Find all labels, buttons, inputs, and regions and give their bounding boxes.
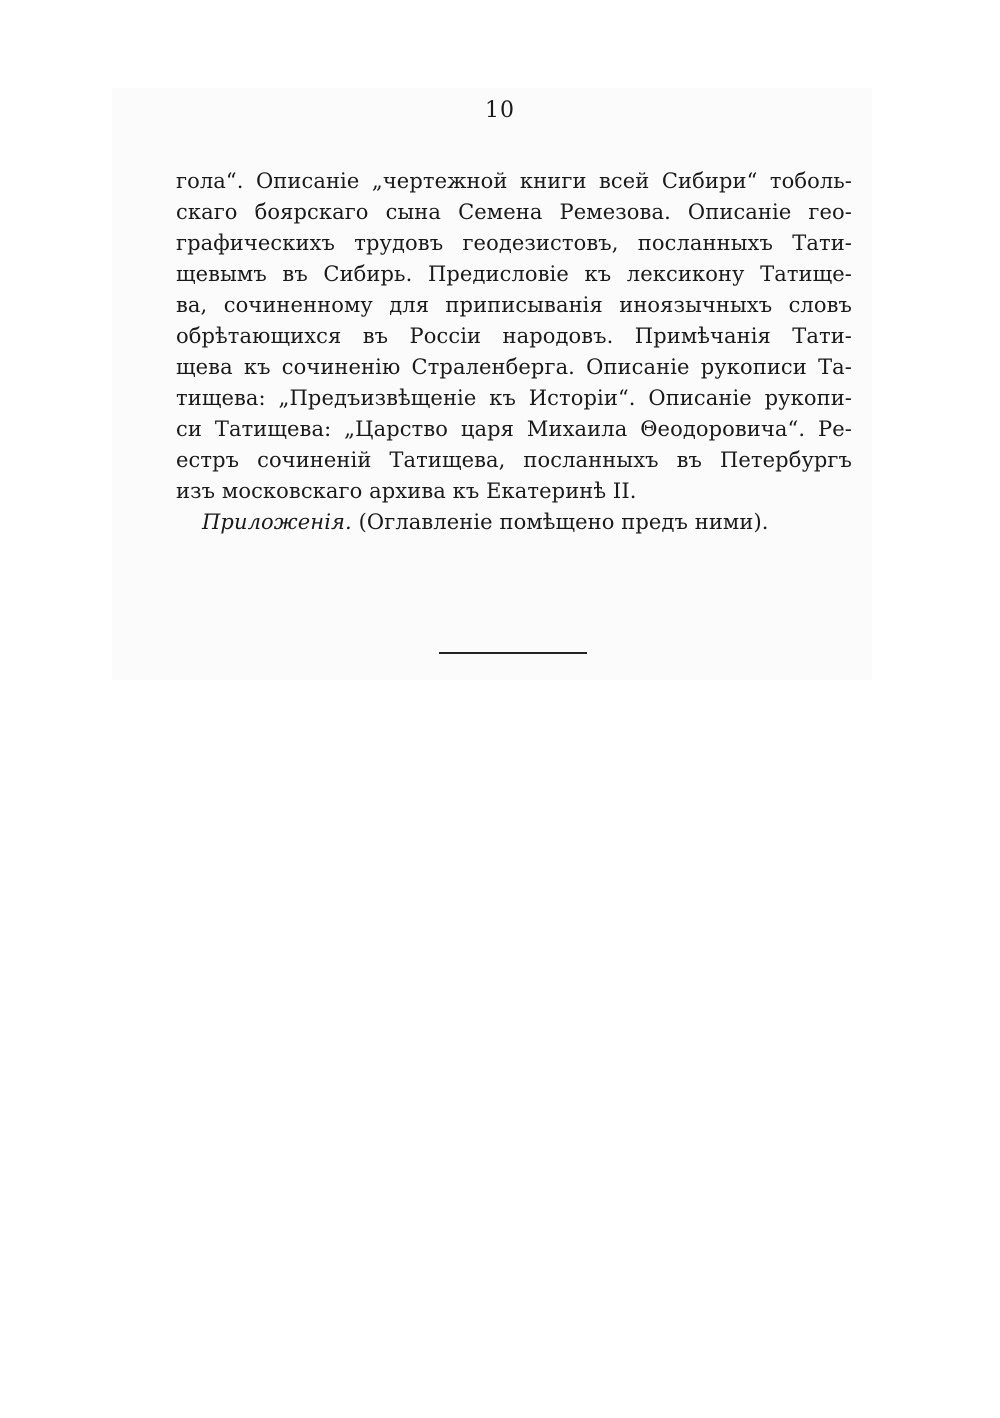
text-line: гола“. Описанiе „чертежной книги всей Сибири“ тоболь- — [176, 169, 852, 193]
text-line: графическихъ трудовъ геодезистовъ, посланныхъ Тати- — [176, 231, 852, 255]
text-line: щевымъ въ Сибирь. Предисловiе къ лексикону Татище- — [176, 262, 852, 286]
text-line: тищева: „Предъизвѣщенiе къ Исторiи“. Описанiе рукопи- — [176, 386, 852, 410]
appendix-text: (Оглавленiе помѣщено предъ ними). — [358, 510, 769, 534]
text-line: обрѣтающихся въ Россiи народовъ. Примѣчанiя Тати- — [176, 324, 852, 348]
text-line: щева къ сочиненiю Страленберга. Описанiе рукописи Та- — [176, 355, 852, 379]
appendix-line — [176, 507, 852, 538]
text-line: естръ сочиненiй Татищева, посланныхъ въ Петербургъ — [176, 448, 852, 472]
text-line: си Татищева: „Царство царя Михаила Θеодоровича“. Ре- — [176, 417, 852, 441]
end-rule — [439, 652, 587, 654]
text-line: скаго боярскаго сына Семена Ремезова. Описанiе гео- — [176, 200, 852, 224]
text-line: ва, сочиненному для приписыванiя иноязычныхъ словъ — [176, 293, 852, 317]
appendix-label: Приложенiя. — [202, 510, 352, 534]
text-line: изъ московскаго архива къ Екатеринѣ II. — [176, 479, 637, 503]
body-text — [176, 166, 852, 538]
page-number: 10 — [485, 98, 515, 123]
